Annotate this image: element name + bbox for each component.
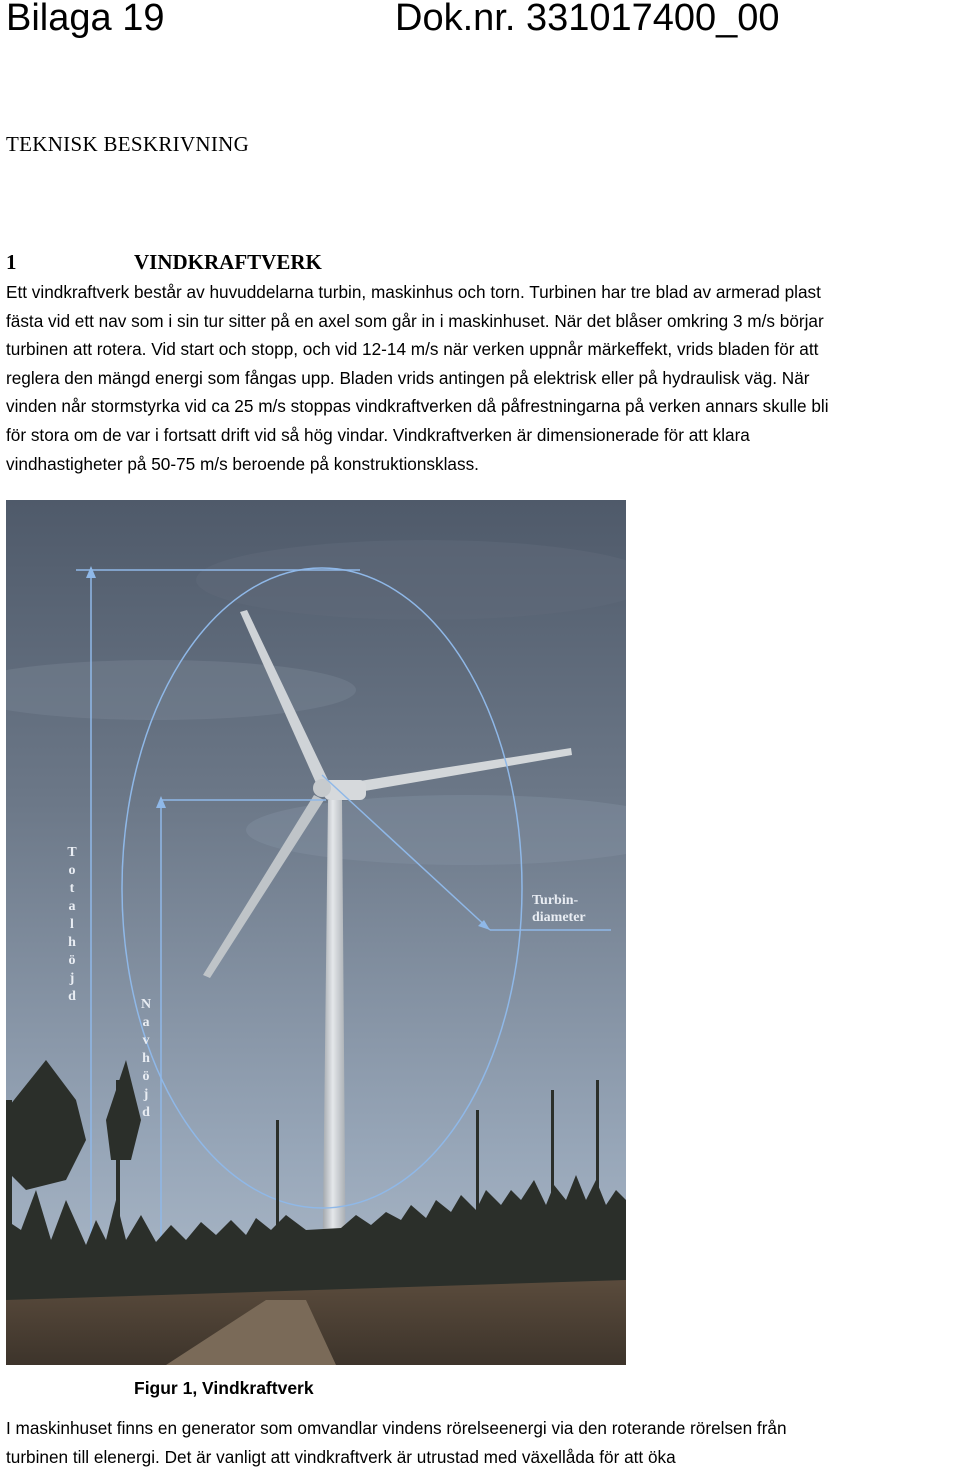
body-line: I maskinhuset finns en generator som omvandlar vindens rörelseenergi via den roterande rörelsen från xyxy=(6,1418,787,1438)
intro-line: turbinen att rotera. Vid start och stopp, och vid 12-14 m/s när verken uppnår märkeffekt, vrids bladen för att xyxy=(6,339,819,360)
heading-number: 1 xyxy=(6,250,17,274)
heading-text: VINDKRAFTVERK xyxy=(134,250,322,274)
wind-turbine-figure xyxy=(6,500,626,1365)
intro-paragraph xyxy=(6,278,960,478)
header-attachment: Bilaga 19 xyxy=(6,0,165,39)
section-title: TEKNISK BESKRIVNING xyxy=(6,132,250,156)
intro-line: Ett vindkraftverk består av huvuddelarna turbin, maskinhus och torn. Turbinen har tre blad av armerad plast xyxy=(6,282,821,302)
body-paragraph xyxy=(6,1414,960,1471)
intro-line: vindhastigheter på 50-75 m/s beroende på konstruktionsklass. xyxy=(6,453,479,474)
intro-line: vinden når stormstyrka vid ca 25 m/s stoppas vindkraftverken då påfrestningarna på verken annars skulle bli xyxy=(6,396,829,417)
diameter-label-2: diameter xyxy=(532,910,586,925)
header-document-number: Dok.nr. 331017400_00 xyxy=(395,0,780,39)
figure-caption: Figur 1, Vindkraftverk xyxy=(134,1378,314,1398)
intro-line: reglera den mängd energi som fångas upp. Bladen vrids antingen på elektrisk eller på hydraulisk väg. När xyxy=(6,367,810,388)
intro-line: för stora om de var i fortsatt drift vid så hög vindar. Vindkraftverken är dimensionerade för att klara xyxy=(6,424,750,445)
wind-turbine-photo xyxy=(6,500,626,1365)
intro-line: fästa vid ett nav som i sin tur sitter på en axel som går in i maskinhuset. När det blåser omkring 3 m/s börjar xyxy=(6,310,824,331)
total-height-label: T o t a l h ö j d xyxy=(67,845,77,1004)
diameter-label-1: Turbin- xyxy=(532,893,579,908)
body-line: turbinen till elenergi. Det är vanligt att vindkraftverk är utrustad med växellåda för att öka xyxy=(6,1446,676,1467)
hub-height-label: N a v h ö j d xyxy=(140,997,152,1120)
